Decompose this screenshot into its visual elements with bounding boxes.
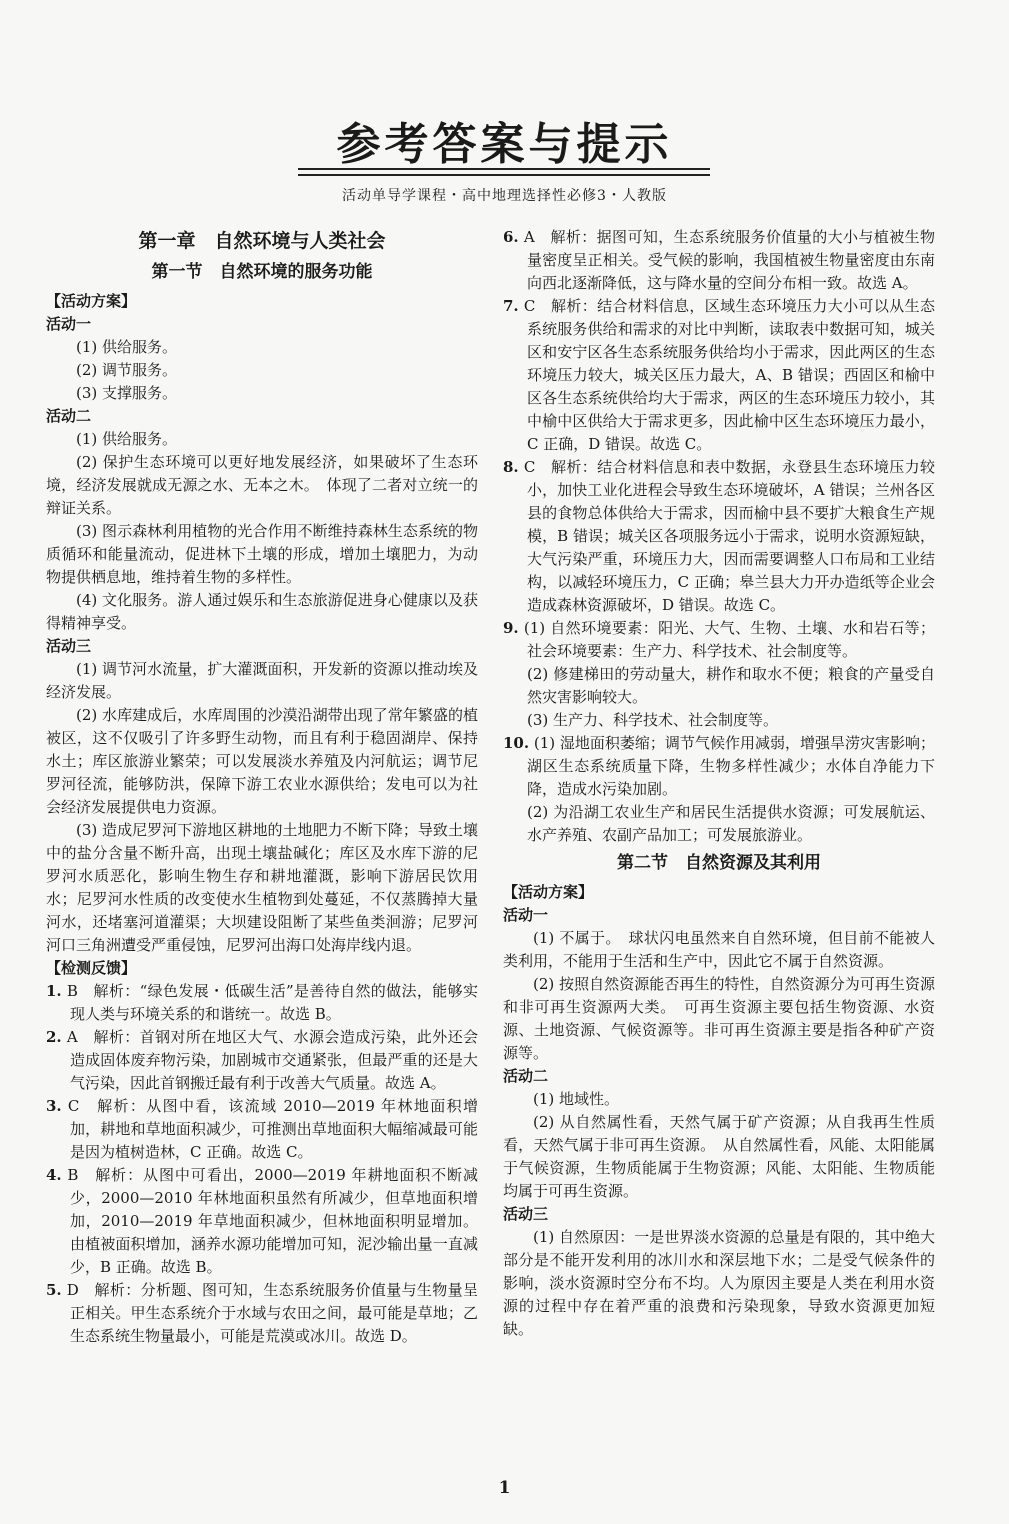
activity-item: (1) 调节河水流量，扩大灌溉面积，开发新的资源以推动埃及经济发展。 xyxy=(46,660,478,701)
activity-heading: 活动二 xyxy=(503,1067,549,1085)
answer-text: B 解析：“绿色发展・低碳生活”是善待自然的做法，能够实现人类与环境关系的和谐统一。故选 B。 xyxy=(66,982,478,1023)
activity-item: (3) 图示森林利用植物的光合作用不断维持森林生态系统的物质循环和能量流动，促进林下土壤的形成，增加土壤肥力，为动物提供栖息地，维持着生物的多样性。 xyxy=(46,522,478,586)
answer-item xyxy=(503,732,935,801)
answer-text: B 解析：从图中可看出，2000—2019 年耕地面积不断减少，2000—2010 年林地面积虽然有所减少，但草地面积增加，2010—2019 年草地面积减少，但林地面积明显增加。由植被面积增加，涵养水源功能增加可知，泥沙输出量一直减少，B 正确。故选 B。 xyxy=(67,1166,478,1276)
chapter-title: 第一章 自然环境与人类社会 xyxy=(138,230,386,252)
answer-number: 5. xyxy=(46,1281,62,1299)
answer-text: (1) 自然环境要素：阳光、大气、生物、土壤、水和岩石等；社会环境要素：生产力、科学技术、社会制度等。 xyxy=(523,619,935,660)
answer-text: C 解析：结合材料信息和表中数据，永登县生态环境压力较小，加快工业化进程会导致生态环境破坏，A 错误；兰州各区县的食物总体供给大于需求，因而榆中县不要扩大粮食生产规模，B 错误；城关区各项服务远小于需求，说明水资源短缺，大气污染严重，环境压力大，因而需要调整人口布局和工业结构，以减轻环境压力，C 正确；皋兰县大力开办造纸等企业会造成森林资源破坏，D 错误。故选 C。 xyxy=(523,458,935,614)
activity-item: (4) 文化服务。游人通过娱乐和生态旅游促进身心健康以及获得精神享受。 xyxy=(46,591,478,632)
answer-item xyxy=(503,456,935,617)
answer-number: 6. xyxy=(503,228,519,246)
answer-text: (1) 湿地面积萎缩；调节气候作用减弱，增强旱涝灾害影响；湖区生态系统质量下降，生物多样性减少；水体自净能力下降，造成水污染加剧。 xyxy=(527,734,935,798)
answer-item xyxy=(503,295,935,456)
activity-plan-label: 【活动方案】 xyxy=(46,292,137,310)
title-rule-top xyxy=(298,168,710,170)
activity-item: (1) 供给服务。 xyxy=(76,338,178,356)
answer-text: C 解析：从图中看，该流域 2010—2019 年林地面积增加，耕地和草地面积减少，可推测出草地面积大幅缩减最可能是因为植树造林，C 正确。故选 C。 xyxy=(67,1097,478,1161)
activity-item: (1) 地域性。 xyxy=(533,1090,620,1108)
activity-heading: 活动一 xyxy=(46,315,92,333)
activity-item: (2) 水库建成后，水库周围的沙漠沿湖带出现了常年繁盛的植被区，这不仅吸引了许多野生动物，而且有利于稳固湖岸、保持水土；库区旅游业繁荣；可以发展淡水养殖及内河航运；调节尼罗河径流，能够防洪，保障下游工农业水源供给；发电可以为社会经济发展提供电力资源。 xyxy=(46,706,478,816)
answer-number: 1. xyxy=(46,982,62,1000)
activity-heading: 活动三 xyxy=(503,1205,549,1223)
page-title: 参考答案与提示 xyxy=(336,119,673,170)
activity-item: (2) 保护生态环境可以更好地发展经济，如果破坏了生态环境，经济发展就成无源之水、无本之木。 体现了二者对立统一的辩证关系。 xyxy=(46,453,478,517)
answer-number: 3. xyxy=(46,1097,62,1115)
activity-item: (2) 调节服务。 xyxy=(76,361,178,379)
answer-item xyxy=(46,1026,478,1095)
answer-item xyxy=(46,1095,478,1164)
answer-item xyxy=(46,1279,478,1348)
answer-number: 7. xyxy=(503,297,519,315)
page-subtitle: 活动单导学课程・高中地理选择性必修3・人教版 xyxy=(342,188,667,204)
right-column xyxy=(503,226,935,1341)
section-title: 第二节 自然资源及其利用 xyxy=(617,853,821,873)
activity-heading: 活动三 xyxy=(46,637,92,655)
activity-item: (3) 造成尼罗河下游地区耕地的土地肥力不断下降；导致土壤中的盐分含量不断升高，出现土壤盐碱化；库区及水库下游的尼罗河水质恶化，影响生物生存和耕地灌溉，影响下游居民饮用水；尼罗河水性质的改变使水生植物到处蔓延，不仅蒸腾掉大量河水，还堵塞河道灌渠；大坝建设阻断了某些鱼类洄游；尼罗河河口三角洲遭受严重侵蚀，尼罗河出海口处海岸线内退。 xyxy=(46,821,478,954)
answer-text: A 解析：据图可知，生态系统服务价值量的大小与植被生物量密度呈正相关。受气候的影响，我国植被生物量密度由东南向西北逐渐降低，这与降水量的空间分布相一致。故选 A。 xyxy=(523,228,935,292)
activity-heading: 活动一 xyxy=(503,906,549,924)
answer-subitem: (2) 为沿湖工农业生产和居民生活提供水资源；可发展航运、水产养殖、农副产品加工；可发展旅游业。 xyxy=(527,803,935,844)
activity-item: (1) 供给服务。 xyxy=(76,430,178,448)
title-rule-bottom xyxy=(298,174,710,176)
answer-text: D 解析：分析题、图可知，生态系统服务价值量与生物量呈正相关。甲生态系统介于水域与农田之间，最可能是草地；乙生态系统生物量最小，可能是荒漠或冰川。故选 D。 xyxy=(66,1281,478,1345)
answer-item xyxy=(503,226,935,295)
answer-item xyxy=(46,980,478,1026)
activity-item: (2) 从自然属性看，天然气属于矿产资源；从自我再生性质看，天然气属于非可再生资源。 从自然属性看，风能、太阳能属于气候资源，生物质能属于生物资源；风能、太阳能、生物质能均属于可再生资源。 xyxy=(503,1113,935,1200)
activity-item: (2) 按照自然资源能否再生的特性，自然资源分为可再生资源和非可再生资源两大类。 可再生资源主要包括生物资源、水资源、土地资源、气候资源等。非可再生资源主要是指各种矿产资源等。 xyxy=(503,975,935,1062)
answer-text: C 解析：结合材料信息，区域生态环境压力大小可以从生态系统服务供给和需求的对比中判断，读取表中数据可知，城关区和安宁区各生态系统服务供给均小于需求，因此两区的生态环境压力较大，城关区压力最大，A、B 错误；西固区和榆中区各生态系统供给均大于需求，两区的生态环境压力较小，其中榆中区供给大于需求更多，因此榆中区生态环境压力最小，C 正确，D 错误。故选 C。 xyxy=(523,297,935,453)
answer-number: 4. xyxy=(46,1166,62,1184)
activity-item: (3) 支撑服务。 xyxy=(76,384,178,402)
activity-plan-label: 【活动方案】 xyxy=(503,883,594,901)
left-column xyxy=(46,226,478,1348)
answer-number: 8. xyxy=(503,458,519,476)
answer-number: 2. xyxy=(46,1028,62,1046)
activity-item: (1) 自然原因：一是世界淡水资源的总量是有限的，其中绝大部分是不能开发利用的冰川水和深层地下水；二是受气候条件的影响，淡水资源时空分布不均。人为原因主要是人类在利用水资源的过程中存在着严重的浪费和污染现象，导致水资源更加短缺。 xyxy=(503,1228,935,1338)
answer-item xyxy=(503,617,935,663)
section-title: 第一节 自然环境的服务功能 xyxy=(151,262,373,282)
activity-heading: 活动二 xyxy=(46,407,92,425)
answer-text: A 解析：首钢对所在地区大气、水源会造成污染，此外还会造成固体废弃物污染，加剧城市交通紧张，但最严重的还是大气污染，因此首钢搬迁最有利于改善大气质量。故选 A。 xyxy=(66,1028,478,1092)
answer-number: 10. xyxy=(503,734,530,752)
answer-subitem: (2) 修建梯田的劳动量大，耕作和取水不便；粮食的产量受自然灾害影响较大。 xyxy=(527,665,935,706)
answer-number: 9. xyxy=(503,619,519,637)
activity-item: (1) 不属于。 球状闪电虽然来自自然环境，但目前不能被人类利用，不能用于生活和生产中，因此它不属于自然资源。 xyxy=(503,929,935,970)
answer-subitem: (3) 生产力、科学技术、社会制度等。 xyxy=(527,711,779,729)
answer-item xyxy=(46,1164,478,1279)
feedback-label: 【检测反馈】 xyxy=(46,959,137,977)
page-number: 1 xyxy=(498,1478,511,1498)
